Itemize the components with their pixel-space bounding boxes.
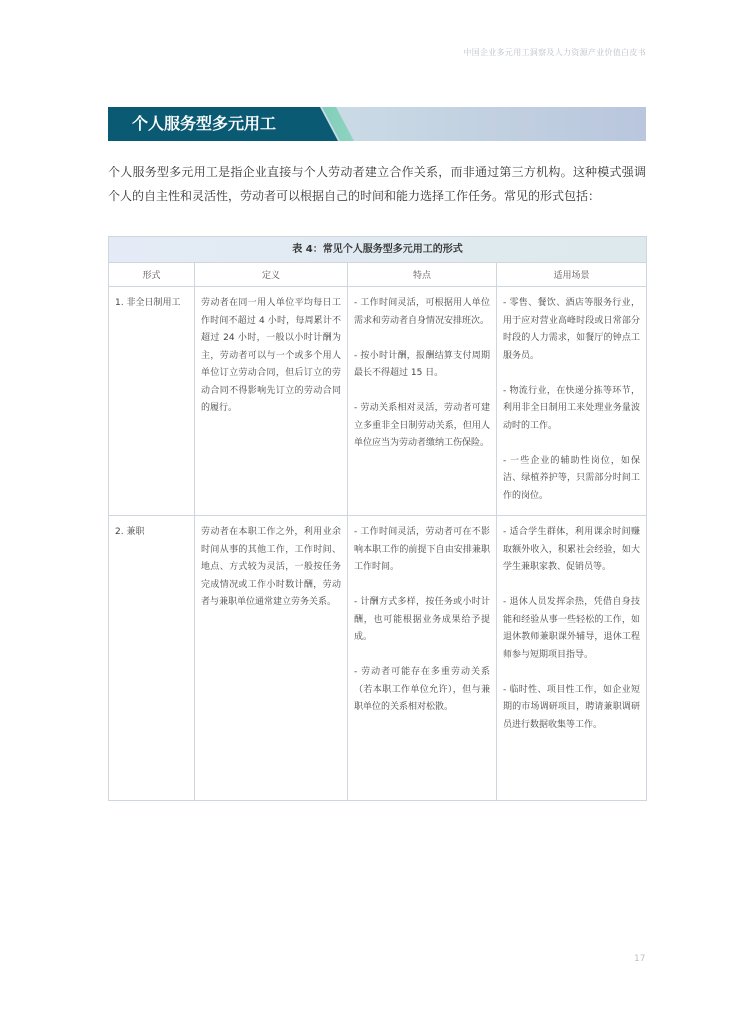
running-header-title: 中国企业多元用工洞察及人力资源产业价值白皮书: [463, 48, 646, 57]
section-banner: [108, 107, 646, 141]
feature-item: - 劳动关系相对灵活，劳动者可建立多重非全日制劳动关系，但用人单位应当为劳动者缴纳工伤保险。: [354, 403, 490, 448]
feature-item: - 工作时间灵活，劳动者可在不影响本职工作的前提下自由安排兼职工作时间。: [354, 527, 490, 572]
cell-form: 1. 非全日制用工: [109, 287, 195, 516]
feature-item: - 按小时计酬，报酬结算支付周期最长不得超过 15 日。: [354, 350, 490, 378]
column-header-scenarios: 适用场景: [497, 263, 647, 287]
cell-scenarios: [497, 287, 647, 516]
intro-paragraph: 个人服务型多元用工是指企业直接与个人劳动者建立合作关系，而非通过第三方机构。这种模式强调个人的自主性和灵活性，劳动者可以根据自己的时间和能力选择工作任务。常见的形式包括：: [108, 165, 646, 203]
scenario-item: - 一些企业的辅助性岗位，如保洁、绿植养护等，只需部分时间工作的岗位。: [503, 455, 640, 501]
table-caption: 表 4：常见个人服务型多元用工的形式: [108, 236, 647, 262]
cell-scenarios: [497, 516, 647, 801]
scenario-item: - 物流行业，在快递分拣等环节，利用非全日制用工来处理业务量波动时的工作。: [503, 385, 640, 431]
table-header-row: [109, 263, 647, 287]
scenario-item: - 退休人员发挥余热，凭借自身技能和经验从事一些轻松的工作，如退休教师兼职课外辅导，退休工程师参与短期项目指导。: [503, 597, 640, 660]
scenario-item: - 零售、餐饮、酒店等服务行业，用于应对营业高峰时段或日常部分时段的人力需求，如餐厅的钟点工服务员。: [503, 298, 640, 361]
forms-table: [108, 236, 647, 801]
forms-table-container: [108, 236, 646, 801]
section-title: 个人服务型多元用工: [132, 114, 277, 133]
cell-form: 2. 兼职: [109, 516, 195, 801]
page-number: 17: [634, 954, 646, 964]
cell-definition: 劳动者在本职工作之外，利用业余时间从事的其他工作，工作时间、地点、方式较为灵活，一般按任务完成情况或工作小时数计酬，劳动者与兼职单位通常建立劳务关系。: [195, 516, 348, 801]
cell-features: [348, 516, 497, 801]
feature-item: - 工作时间灵活，可根据用人单位需求和劳动者自身情况安排班次。: [354, 298, 490, 326]
scenario-item: - 临时性、项目性工作，如企业短期的市场调研项目，聘请兼职调研员进行数据收集等工作。: [503, 684, 640, 730]
cell-features: [348, 287, 497, 516]
column-header-form: 形式: [109, 263, 195, 287]
feature-item: - 计酬方式多样，按任务或小时计酬，也可能根据业务成果给予提成。: [354, 597, 490, 642]
column-header-definition: 定义: [195, 263, 348, 287]
column-header-features: 特点: [348, 263, 497, 287]
cell-definition: 劳动者在同一用人单位平均每日工作时间不超过 4 小时，每周累计不超过 24 小时，一般以小时计酬为主，劳动者可以与一个或多个用人单位订立劳动合同，但后订立的劳动合同不得影响先订立的劳动合同的履行。: [195, 287, 348, 516]
table-row-part-time: [109, 287, 647, 516]
table-row-side-job: [109, 516, 647, 801]
scenario-item: - 适合学生群体，利用课余时间赚取额外收入，积累社会经验，如大学生兼职家教、促销员等。: [503, 527, 640, 572]
feature-item: - 劳动者可能存在多重劳动关系（若本职工作单位允许），但与兼职单位的关系相对松散。: [354, 667, 490, 712]
